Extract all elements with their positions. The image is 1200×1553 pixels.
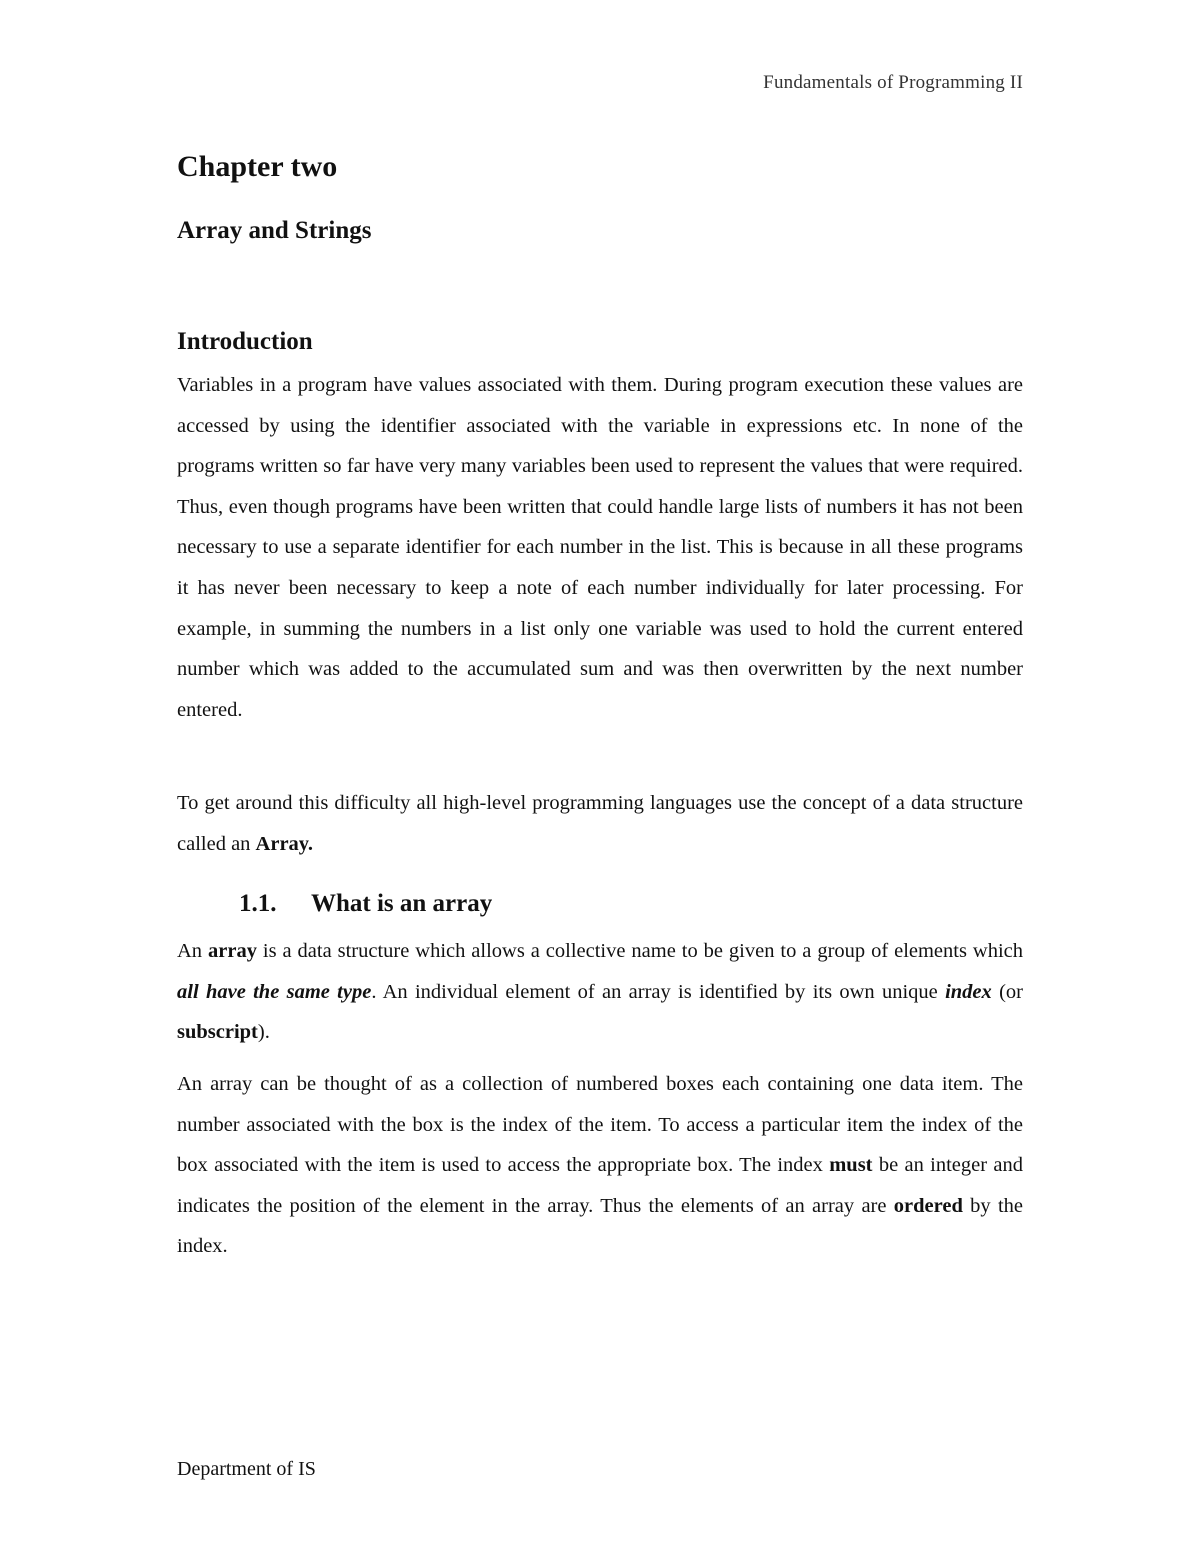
running-header: Fundamentals of Programming II	[763, 72, 1023, 93]
text-run: be an integer and indicates the position of the element in the array. Thus the elements of an array are	[177, 1154, 1023, 1217]
section-number: 1.1.	[239, 890, 277, 917]
chapter-subtitle: Array and Strings	[177, 217, 372, 244]
introduction-heading: Introduction	[177, 328, 313, 355]
section-heading	[239, 890, 492, 918]
bold-term: array	[208, 940, 257, 962]
text-run: To get around this difficulty all high-level programming languages use the concept of a data structure called an	[177, 792, 1023, 855]
text-run: . An individual element of an array is identified by its own unique	[371, 980, 946, 1003]
introduction-paragraph-1: Variables in a program have values associated with them. During program execution these values are accessed by using the identifier associated with the variable in expressions etc. In none of the programs written so far have very many variables been used to represent the values that were required. Thus, even though programs have been written that could handle large lists of numbers it has not been necessary to use a separate identifier for each number in the list. This is because in all these programs it has never been necessary to keep a note of each number individually for later processing. For example, in summing the numbers in a list only one variable was used to hold the current entered number which was added to the accumulated sum and was then overwritten by the next number entered.	[177, 374, 1023, 721]
section-paragraph-2	[177, 1064, 1023, 1267]
text-run: (or	[991, 980, 1023, 1003]
page-footer: Department of IS	[177, 1458, 316, 1480]
text-run: An array can be thought of as a collection of numbered boxes each containing one data item. The number associated with the box is the index of the item. To access a particular item the index of the box associated with the item is used to access the appropriate box. The index	[177, 1073, 1023, 1177]
text-run: ).	[257, 1021, 270, 1044]
bold-italic-term: all have the same type	[177, 980, 372, 1003]
bold-term-array: Array.	[255, 832, 314, 855]
bold-italic-term: index	[945, 980, 992, 1003]
bold-term: subscript	[177, 1021, 258, 1044]
chapter-title: Chapter two	[177, 150, 338, 183]
section-paragraph-1	[177, 931, 1023, 1053]
bold-term: must	[829, 1154, 873, 1177]
text-run: is a data structure which allows a collective name to be given to a group of elements which	[256, 940, 1023, 962]
text-run: An	[177, 940, 208, 962]
introduction-paragraph-2	[177, 783, 1023, 864]
bold-term: ordered	[893, 1194, 963, 1217]
section-title: What is an array	[311, 890, 493, 917]
text-run: by the index.	[177, 1194, 1023, 1258]
